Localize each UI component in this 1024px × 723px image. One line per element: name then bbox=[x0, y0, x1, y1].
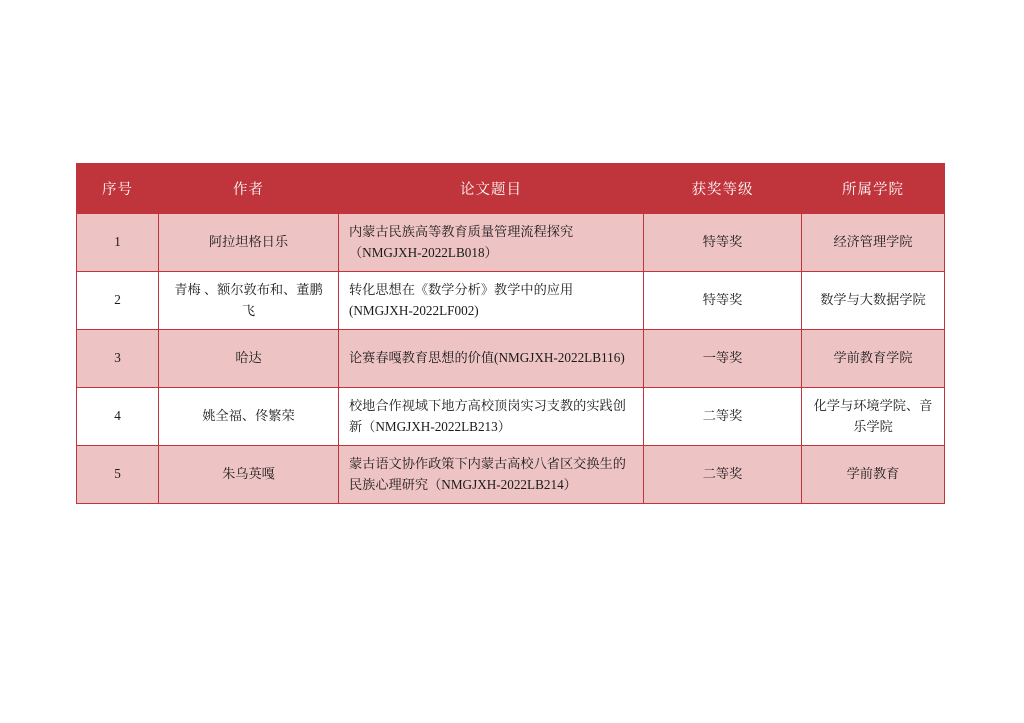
cell-level: 一等奖 bbox=[644, 330, 802, 388]
cell-author: 朱乌英嘎 bbox=[159, 446, 339, 504]
table-row bbox=[77, 330, 945, 388]
cell-level: 特等奖 bbox=[644, 214, 802, 272]
cell-no: 1 bbox=[77, 214, 159, 272]
cell-college: 数学与大数据学院 bbox=[802, 272, 945, 330]
table-header-row bbox=[77, 164, 945, 214]
cell-college: 学前教育学院 bbox=[802, 330, 945, 388]
column-header-author: 作者 bbox=[159, 164, 339, 214]
cell-college: 化学与环境学院、音乐学院 bbox=[802, 388, 945, 446]
cell-no: 5 bbox=[77, 446, 159, 504]
cell-level: 二等奖 bbox=[644, 388, 802, 446]
cell-college: 经济管理学院 bbox=[802, 214, 945, 272]
award-table-container bbox=[76, 163, 944, 504]
table-row bbox=[77, 214, 945, 272]
cell-college: 学前教育 bbox=[802, 446, 945, 504]
cell-no: 4 bbox=[77, 388, 159, 446]
column-header-title: 论文题目 bbox=[339, 164, 644, 214]
award-table bbox=[76, 163, 945, 504]
cell-title: 蒙古语文协作政策下内蒙古高校八省区交换生的民族心理研究（NMGJXH-2022LB214） bbox=[339, 446, 644, 504]
cell-title: 转化思想在《数学分析》教学中的应用(NMGJXH-2022LF002) bbox=[339, 272, 644, 330]
cell-author: 哈达 bbox=[159, 330, 339, 388]
table-header bbox=[77, 164, 945, 214]
cell-title: 内蒙古民族高等教育质量管理流程探究（NMGJXH-2022LB018） bbox=[339, 214, 644, 272]
column-header-no: 序号 bbox=[77, 164, 159, 214]
table-body bbox=[77, 214, 945, 504]
cell-no: 3 bbox=[77, 330, 159, 388]
cell-title: 论赛春嘎教育思想的价值(NMGJXH-2022LB116) bbox=[339, 330, 644, 388]
cell-title: 校地合作视域下地方高校顶岗实习支教的实践创新（NMGJXH-2022LB213） bbox=[339, 388, 644, 446]
cell-author: 阿拉坦格日乐 bbox=[159, 214, 339, 272]
cell-level: 特等奖 bbox=[644, 272, 802, 330]
table-row bbox=[77, 446, 945, 504]
cell-author: 青梅 、额尔敦布和、董鹏飞 bbox=[159, 272, 339, 330]
table-row bbox=[77, 272, 945, 330]
table-row bbox=[77, 388, 945, 446]
cell-level: 二等奖 bbox=[644, 446, 802, 504]
cell-author: 姚全福、佟繁荣 bbox=[159, 388, 339, 446]
column-header-level: 获奖等级 bbox=[644, 164, 802, 214]
cell-no: 2 bbox=[77, 272, 159, 330]
column-header-college: 所属学院 bbox=[802, 164, 945, 214]
